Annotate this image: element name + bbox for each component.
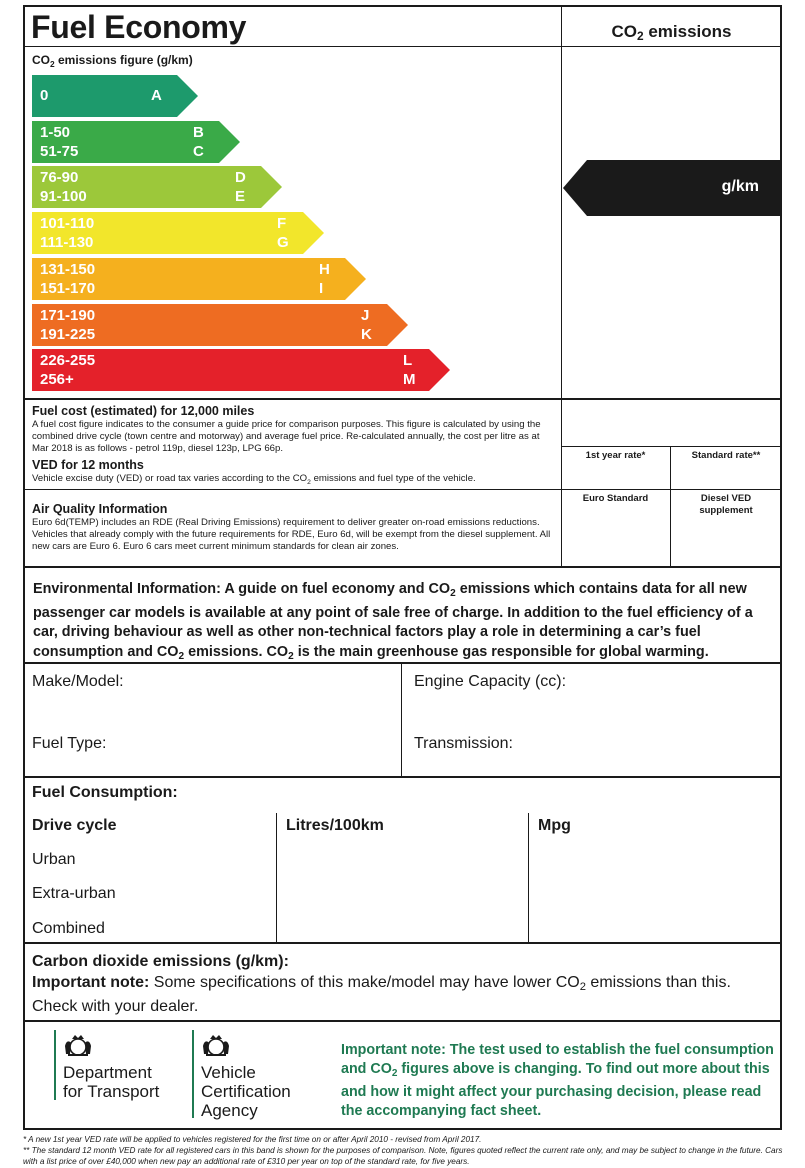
band-letter: E: [235, 188, 246, 206]
first-year-rate-label: 1st year rate*: [585, 450, 646, 461]
drive-cycle-header: Drive cycle: [32, 817, 117, 834]
band-range: 171-190: [40, 306, 96, 324]
fuel-cost-text: A fuel cost figure indicates to the consumer a guide price for comparison purposes. This figure is calculated by using the combined drive cycle (town centre and motorway) and average fuel price. Re-calculated annually, the cost per litre as at Mar 2018 is as follows - petrol 119p, diesel 123p, LPG 66p.: [32, 419, 541, 455]
band-letter: K: [361, 325, 372, 343]
footnote-first-year: * A new 1st year VED rate will be applied to vehicles registered for the first time on or after April 2010 - revised from April 2017.: [23, 1135, 482, 1144]
fuel-cost-title: Fuel cost (estimated) for 12,000 miles: [32, 404, 255, 418]
band-range: 256+: [40, 371, 74, 389]
urban-label: Urban: [32, 851, 76, 868]
transmission-label: Transmission:: [414, 735, 513, 752]
band-letter: M: [403, 371, 416, 389]
royal-crest-icon: [201, 1032, 231, 1058]
band-range: 76-90: [40, 169, 79, 187]
fuel-consumption-title: Fuel Consumption:: [32, 784, 178, 801]
ved-text: Vehicle excise duty (VED) or road tax varies according to the $CO_2$ emissions and fuel type of the vehicle.: [32, 473, 476, 486]
indicator-unit: g/km: [721, 178, 759, 195]
page-title: Fuel Economy: [31, 9, 247, 45]
band-range: 191-225: [40, 325, 96, 343]
band-row: [32, 304, 408, 346]
band-letter: L: [403, 352, 413, 370]
band-range: 151-170: [40, 279, 96, 297]
co2-emissions-heading: $CO_2$ emissions: [611, 22, 732, 43]
band-range: 0: [40, 87, 49, 104]
band-range: 101-110: [40, 215, 95, 233]
fuel-type-label: Fuel Type:: [32, 735, 107, 752]
litres-header: Litres/100km: [286, 817, 384, 834]
band-letter: H: [319, 260, 330, 278]
ved-title: VED for 12 months: [32, 458, 144, 472]
air-quality-title: Air Quality Information: [32, 502, 168, 516]
band-range: 51-75: [40, 142, 79, 160]
air-quality-text: Euro 6d(TEMP) includes an RDE (Real Driving Emissions) requirement to deliver greater on-road emissions reductions. Vehicles that already comply with the future requirements for RDE, Euro 6d, will be exempt from the diesel supplement. All new cars are Euro 6. Euro 6 cars meet current minimum standards for clean air zones.: [32, 517, 551, 553]
standard-rate-label: Standard rate**: [691, 450, 761, 461]
band-range: 1-50: [40, 123, 71, 141]
band-letter: D: [235, 169, 246, 187]
dft-logo: [54, 1030, 174, 1120]
vehicle-details-panel: [23, 662, 782, 778]
band-row: [32, 258, 366, 300]
band-row: [32, 212, 324, 254]
environmental-info-text: Environmental Information: A guide on fuel economy and $CO_2$ emissions which contains data for all new passenger car models is available at any point of sale free of charge. In addition to the fuel efficiency of a car, driving behaviour as well as other non-technical factors play a role in determining a car’s fuel consumption and $CO_2$ emissions. $CO_2$ is the main greenhouse gas responsible for global warming.: [33, 581, 753, 662]
band-row: [32, 166, 282, 208]
band-row: [32, 121, 240, 163]
footnote-standard-rate: ** The standard 12 month VED rate for all registered cars in this band is shown for the purposes of comparison. Note, figures quoted reflect the current rate only, and may be subject to change in the future. Cars with a list price of over £40,000 when new pay an additional rate of £310 per year on top of the standard rate, for five years.: [23, 1146, 783, 1166]
band-letter: F: [277, 215, 287, 233]
band-range: 91-100: [40, 188, 87, 206]
make-model-label: Make/Model:: [32, 673, 124, 690]
vca-logo: [192, 1030, 322, 1122]
vca-name: Vehicle Certification Agency: [201, 1063, 291, 1120]
band-range: 131-150: [40, 260, 96, 278]
engine-capacity-label: Engine Capacity (cc):: [414, 673, 567, 690]
mpg-header: Mpg: [538, 817, 571, 834]
band-letter: I: [319, 279, 324, 297]
band-letter: A: [151, 87, 162, 104]
co2-indicator-arrow: [563, 160, 781, 216]
co2-section-note: Important note: Some specifications of this make/model may have lower $CO_2$ emissions than this. Check with your dealer.: [32, 974, 731, 1015]
combined-label: Combined: [32, 920, 105, 937]
band-arrow-shape: [32, 75, 198, 117]
band-range: 226-255: [40, 352, 96, 370]
band-row: [32, 75, 198, 117]
extra-urban-label: Extra-urban: [32, 885, 116, 902]
co2-figure-label: $CO_2$ emissions figure (g/km): [32, 53, 193, 69]
test-change-notice: Important note: The test used to establish the fuel consumption and $CO_2$ figures above is changing. To find out more about this and how it might affect your purchasing decision, please read the accompanying fact sheet.: [341, 1042, 774, 1119]
co2-section-title: Carbon dioxide emissions (g/km):: [32, 953, 289, 970]
euro-standard-label: Euro Standard: [582, 493, 649, 504]
band-row: [32, 349, 450, 391]
band-letter: B: [193, 123, 204, 141]
dft-name: Department for Transport: [63, 1063, 160, 1101]
royal-crest-icon: [63, 1032, 93, 1058]
band-letter: C: [193, 142, 204, 160]
band-letter: G: [277, 234, 289, 252]
diesel-ved-label: Diesel VED supplement: [699, 493, 753, 516]
band-range: 111-130: [40, 234, 94, 252]
band-letter: J: [361, 306, 370, 324]
